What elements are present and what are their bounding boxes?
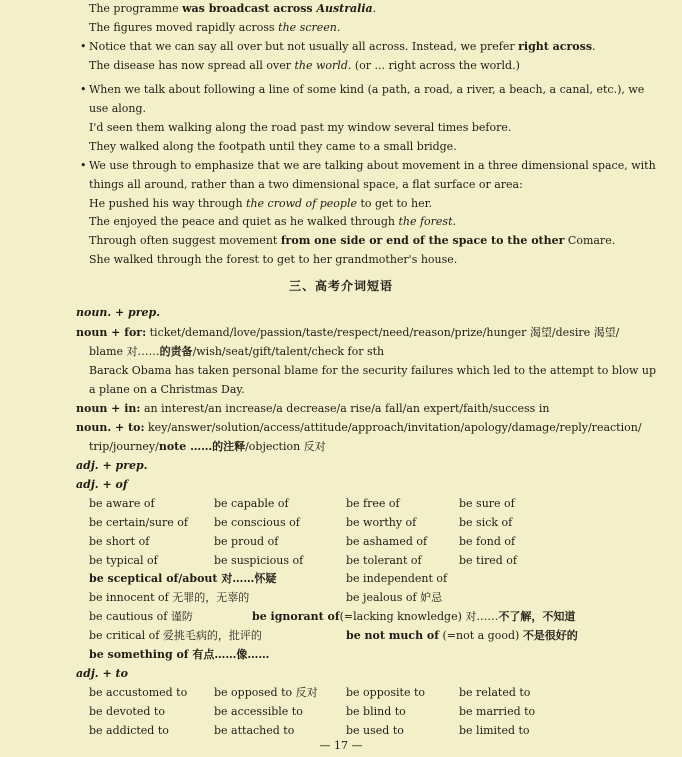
adj-of-phrase: be ashamed of bbox=[346, 535, 428, 548]
adj-of-phrase: be typical of bbox=[89, 554, 158, 567]
adj-of-phrase: be short of bbox=[89, 535, 150, 548]
adj-of-heading: adj. + of bbox=[76, 478, 128, 491]
note-through-1: We use through to emphasize that we are talking about movement in a three dimensional space, with bbox=[89, 159, 656, 172]
adj-to-phrase: be opposed to 反对 bbox=[214, 686, 318, 699]
example-broadcast: The programme was broadcast across Australia. bbox=[89, 2, 377, 15]
phrase-cautious: be cautious of 谨防 bbox=[89, 610, 193, 623]
adj-of-phrase: be conscious of bbox=[214, 516, 300, 529]
adj-of-phrase: be proud of bbox=[214, 535, 279, 548]
adj-prep-heading: adj. + prep. bbox=[76, 459, 148, 472]
adj-to-phrase: be attached to bbox=[214, 724, 295, 737]
phrase-innocent: be innocent of 无罪的，无辜的 bbox=[89, 591, 250, 604]
adj-to-phrase: be used to bbox=[346, 724, 404, 737]
adj-of-phrase: be tolerant of bbox=[346, 554, 422, 567]
adj-to-phrase: be accessible to bbox=[214, 705, 303, 718]
noun-in-line: noun + in: an interest/an increase/a decrease/a rise/a fall/an expert/faith/success in bbox=[76, 402, 550, 415]
adj-of-phrase: be capable of bbox=[214, 497, 289, 510]
adj-to-phrase: be devoted to bbox=[89, 705, 165, 718]
phrase-ignorant: be ignorant of(=lacking knowledge) 对……不了解，不知道 bbox=[252, 610, 576, 623]
adj-to-phrase: be limited to bbox=[459, 724, 530, 737]
adj-to-heading: adj. + to bbox=[76, 667, 128, 680]
example-obama-2: a plane on a Christmas Day. bbox=[89, 383, 245, 396]
noun-prep-heading: noun. + prep. bbox=[76, 306, 161, 319]
adj-of-phrase: be tired of bbox=[459, 554, 517, 567]
page-number: — 17 — bbox=[319, 739, 363, 752]
bullet-dot: • bbox=[80, 159, 87, 172]
adj-of-phrase: be certain/sure of bbox=[89, 516, 188, 529]
phrase-not-much: be not much of (=not a good) 不是很好的 bbox=[346, 629, 578, 642]
example-crowd: He pushed his way through the crowd of people to get to her. bbox=[89, 197, 433, 210]
example-footpath: They walked along the footpath until they came to a small bridge. bbox=[89, 140, 457, 153]
example-grandmother: She walked through the forest to get to her grandmother's house. bbox=[89, 253, 458, 266]
example-disease: The disease has now spread all over the world. (or ... right across the world.) bbox=[89, 59, 520, 72]
adj-of-phrase: be free of bbox=[346, 497, 400, 510]
adj-of-phrase: be aware of bbox=[89, 497, 155, 510]
noun-for-line: noun + for: ticket/demand/love/passion/taste/respect/need/reason/prize/hunger 渴望/desire 渴望/ bbox=[76, 326, 620, 339]
note-along-2: use along. bbox=[89, 102, 147, 115]
example-walking: I'd seen them walking along the road past my window several times before. bbox=[89, 121, 512, 134]
example-obama-1: Barack Obama has taken personal blame for the security failures which led to the attempt to blow up bbox=[89, 364, 657, 377]
example-forest: The enjoyed the peace and quiet as he walked through the forest. bbox=[89, 215, 456, 228]
adj-to-phrase: be blind to bbox=[346, 705, 406, 718]
adj-to-phrase: be married to bbox=[459, 705, 536, 718]
phrase-independent: be independent of bbox=[346, 572, 448, 585]
adj-of-phrase: be sick of bbox=[459, 516, 513, 529]
adj-to-phrase: be related to bbox=[459, 686, 531, 699]
section-title: 三、高考介词短语 bbox=[288, 279, 393, 293]
phrase-sceptical: be sceptical of/about 对……怀疑 bbox=[89, 572, 277, 585]
noun-for-line-2: blame 对……的责备/wish/seat/gift/talent/check for sth bbox=[89, 345, 385, 358]
noun-to-line-2: trip/journey/note ……的注释/objection 反对 bbox=[89, 440, 326, 453]
adj-of-phrase: be suspicious of bbox=[214, 554, 304, 567]
example-figures: The figures moved rapidly across the screen. bbox=[89, 21, 341, 34]
bullet-dot: • bbox=[80, 83, 87, 96]
note-all-over: Notice that we can say all over but not usually all across. Instead, we prefer right across. bbox=[89, 40, 596, 53]
phrase-jealous: be jealous of 妒忌 bbox=[346, 591, 443, 604]
phrase-critical: be critical of 爱挑毛病的，批评的 bbox=[89, 629, 262, 642]
adj-of-phrase: be sure of bbox=[459, 497, 515, 510]
adj-to-phrase: be addicted to bbox=[89, 724, 169, 737]
adj-to-phrase: be opposite to bbox=[346, 686, 426, 699]
bullet-dot: • bbox=[80, 40, 87, 53]
note-through-movement: Through often suggest movement from one side or end of the space to the other Comare. bbox=[89, 234, 616, 247]
adj-of-phrase: be fond of bbox=[459, 535, 516, 548]
adj-of-phrase: be worthy of bbox=[346, 516, 417, 529]
note-along-1: When we talk about following a line of some kind (a path, a road, a river, a beach, a canal, etc.), we bbox=[89, 83, 645, 96]
adj-to-phrase: be accustomed to bbox=[89, 686, 188, 699]
phrase-something: be something of 有点……像…… bbox=[89, 648, 270, 661]
noun-to-line: noun. + to: key/answer/solution/access/attitude/approach/invitation/apology/damage/reply/reaction/ bbox=[76, 421, 642, 434]
note-through-2: things all around, rather than a two dimensional space, a flat surface or area: bbox=[89, 178, 523, 191]
